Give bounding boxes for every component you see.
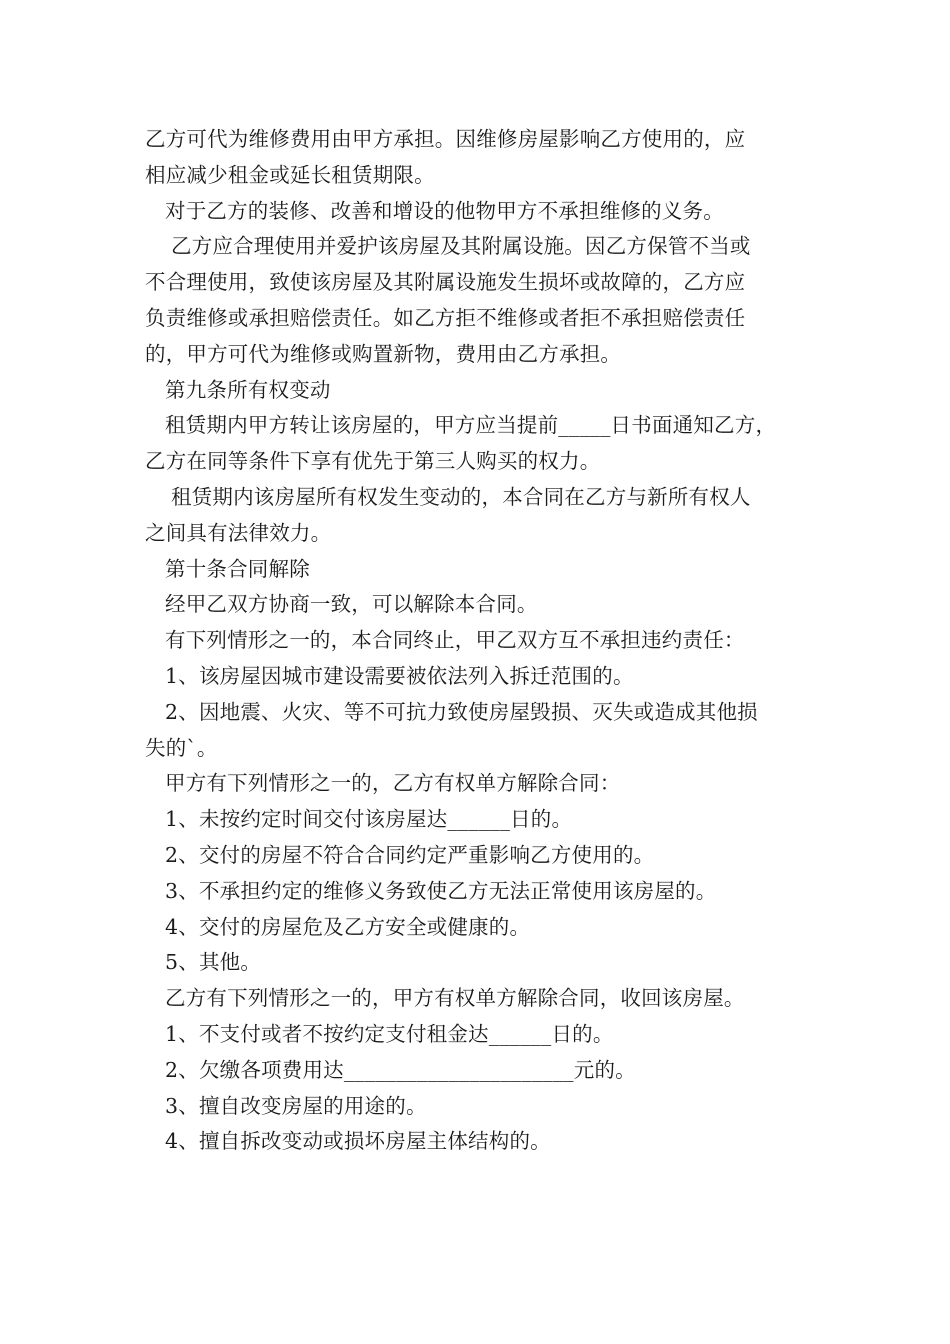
text-line: 相应减少租金或延长租赁期限。 [145,162,435,187]
text-line: 3、不承担约定的维修义务致使乙方无法正常使用该房屋的。 [165,878,717,903]
text-line: 甲方有下列情形之一的，乙方有权单方解除合同： [165,771,621,796]
text-line: 4、交付的房屋危及乙方安全或健康的。 [165,914,531,939]
text-line: 第十条合同解除 [165,556,310,581]
text-line: 1、该房屋因城市建设需要被依法列入拆迁范围的。 [165,663,634,688]
text-line: 对于乙方的装修、改善和增设的他物甲方不承担维修的义务。 [165,198,724,223]
text-line: 乙方有下列情形之一的，甲方有权单方解除合同，收回该房屋。 [165,986,745,1011]
text-line: 之间具有法律效力。 [145,520,332,545]
text-line: 5、其他。 [165,950,262,975]
text-line: 的，甲方可代为维修或购置新物，费用由乙方承担。 [145,341,622,366]
text-line: 租赁期内甲方转让该房屋的，甲方应当提前_____日书面通知乙方， [165,413,777,438]
text-line: 2、交付的房屋不符合合同约定严重影响乙方使用的。 [165,842,655,867]
text-line: 负责维修或承担赔偿责任。如乙方拒不维修或者拒不承担赔偿责任 [145,305,746,330]
text-line: 乙方可代为维修费用由甲方承担。因维修房屋影响乙方使用的，应 [145,127,746,151]
text-line: 1、未按约定时间交付该房屋达______日的。 [165,807,573,832]
text-line: 租赁期内该房屋所有权发生变动的，本合同在乙方与新所有权人 [171,484,751,509]
text-line: 乙方应合理使用并爱护该房屋及其附属设施。因乙方保管不当或 [171,234,751,259]
text-line: 4、擅自拆改变动或损坏房屋主体结构的。 [165,1129,551,1154]
text-line: 3、擅自改变房屋的用途的。 [165,1093,427,1118]
text-line: 2、欠缴各项费用达______________________元的。 [165,1057,636,1082]
text-line: 1、不支付或者不按约定支付租金达______日的。 [165,1021,614,1046]
text-line: 2、因地震、火灾、等不可抗力致使房屋毁损、灭失或造成其他损 [165,699,758,724]
text-line: 第九条所有权变动 [165,377,331,402]
document-page [145,122,810,1160]
text-line: 经甲乙双方协商一致，可以解除本合同。 [165,592,538,617]
text-line: 乙方在同等条件下享有优先于第三人购买的权力。 [145,449,601,474]
text-line: 不合理使用，致使该房屋及其附属设施发生损坏或故障的，乙方应 [145,270,746,295]
text-line: 有下列情形之一的，本合同终止，甲乙双方互不承担违约责任： [165,628,745,653]
text-line: 失的`。 [145,735,218,760]
